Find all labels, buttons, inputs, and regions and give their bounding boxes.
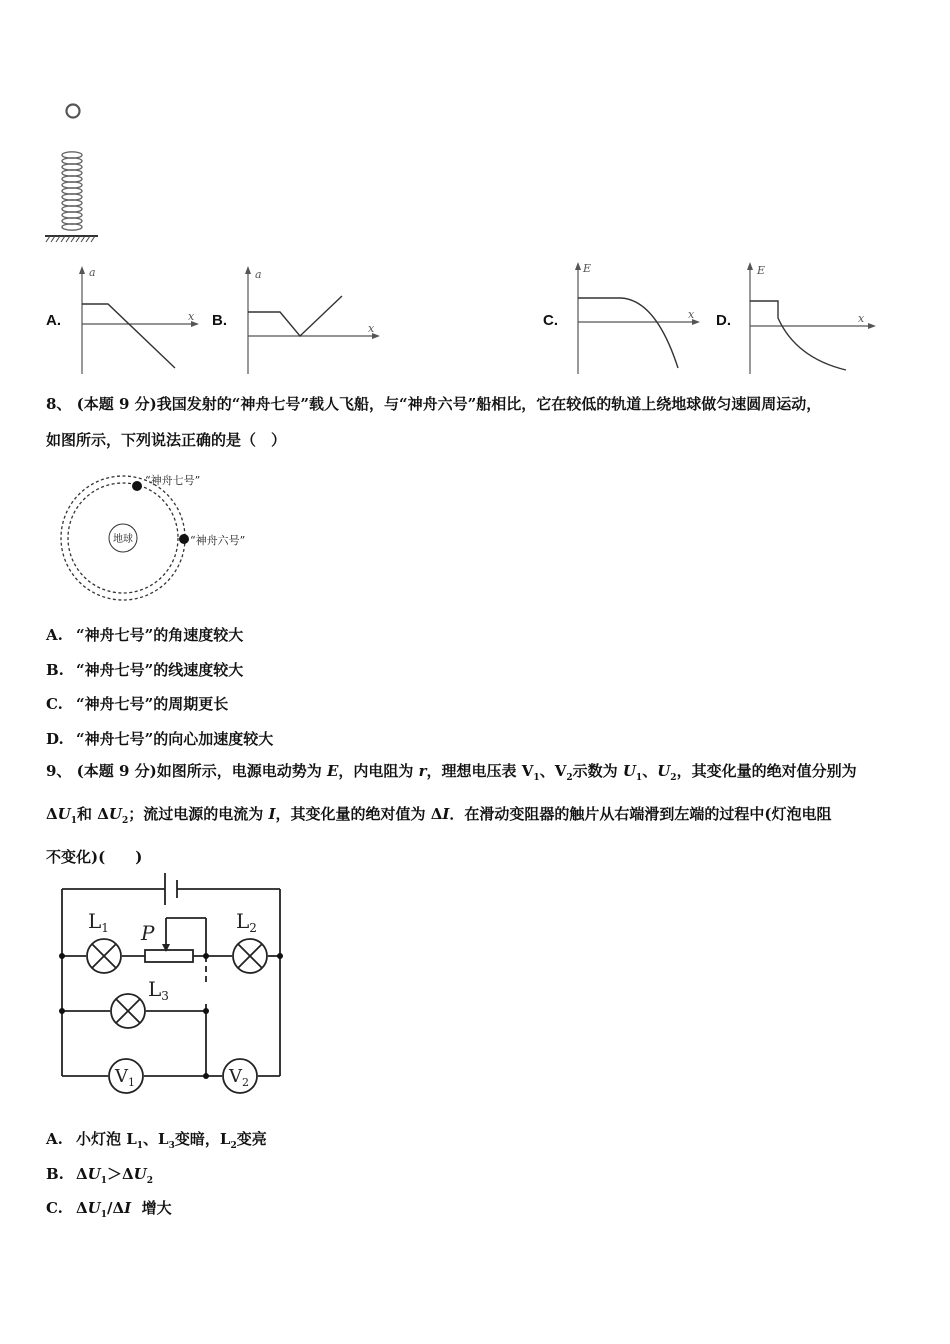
q7-graph-a-curve (82, 304, 175, 368)
label-P: P (141, 921, 155, 945)
label-L1: $L_1$ (88, 909, 109, 935)
q7-option-d-label: D. (716, 312, 731, 329)
q7-option-c-label: C. (543, 312, 558, 329)
q7-graph-b (236, 264, 386, 376)
q7-graph-b-curve (248, 296, 342, 336)
q7-graph-c (566, 258, 706, 376)
q7-graph-b-xlabel: x (368, 322, 375, 335)
q9-option-a[interactable]: A. 小灯泡 $L_1$、$L_3$变暗，$L_2$变亮 (46, 1130, 267, 1151)
label-V2: $V_2$ (229, 1066, 249, 1089)
q7-graph-a (70, 264, 200, 376)
q7-option-b-label: B. (212, 312, 227, 329)
q8-option-b[interactable]: B. “神舟七号”的线速度较大 (46, 661, 244, 679)
q7-graph-c-ylabel: E (583, 262, 592, 275)
label-L2: $L_2$ (236, 909, 257, 935)
ship6-dot (179, 534, 189, 544)
q8-text-line2: 如图所示，下列说法正确的是（ ） (46, 431, 287, 449)
lamp-L2 (233, 939, 267, 973)
q9-line3: 不变化)( ) (46, 848, 143, 866)
q8-text-line1: 8、 (本题 9 分)我国发射的“神舟七号”载人飞船，与“神舟六号”船相比，它在较低的轨道上绕地球做匀速圆周运动， (46, 395, 822, 413)
spring-ball-figure (40, 98, 110, 244)
label-L3: $L_3$ (148, 977, 169, 1003)
q7-graph-d-curve (750, 301, 846, 370)
q9-circuit-figure (48, 866, 288, 1096)
q9-option-c[interactable]: C. $\Delta U_1/\Delta I$ 增大 (46, 1199, 172, 1220)
q7-graph-d-xlabel: x (858, 312, 865, 325)
ship7-label: “神舟七号” (145, 474, 201, 487)
lamp-L1 (87, 939, 121, 973)
q7-graph-d (738, 258, 880, 376)
q7-graph-c-xlabel: x (688, 308, 695, 321)
ball (67, 105, 80, 118)
q8-option-d[interactable]: D. “神舟七号”的向心加速度较大 (46, 730, 274, 748)
q7-graph-d-ylabel: E (757, 264, 766, 277)
q7-option-a-label: A. (46, 312, 61, 329)
q9-line2: $\Delta U_1$和 $\Delta U_2$；流过电源的电流为 I，其变化量的绝对值为 ΔI．在滑动变阻器的触片从右端滑到左端的过程中(灯泡电阻 (46, 805, 832, 826)
spring (62, 152, 82, 230)
q7-graph-a-ylabel: a (89, 266, 96, 279)
q8-option-c[interactable]: C. “神舟七号”的周期更长 (46, 695, 229, 713)
ship7-dot (132, 481, 142, 491)
q9-option-b[interactable]: B. $\Delta U_1>\Delta U_2$ (46, 1165, 153, 1186)
q8-option-a[interactable]: A. “神舟七号”的角速度较大 (46, 626, 244, 644)
label-V1: $V_1$ (115, 1066, 135, 1089)
q7-graph-b-ylabel: a (255, 268, 262, 281)
q9-line1: 9、 (本题 9 分)如图所示，电源电动势为 E，内电阻为 r，理想电压表 $V_1$、$V_2$示数为 $U_1$、$U_2$，其变化量的绝对值分别为 (46, 762, 857, 783)
lamp-L3 (111, 994, 145, 1028)
earth-label: 地球 (113, 534, 133, 545)
ship6-label: “神舟六号” (190, 534, 246, 547)
q9-question (46, 753, 916, 875)
q7-graph-a-xlabel: x (188, 310, 195, 323)
q7-graph-c-curve (578, 298, 678, 368)
q8-question (46, 386, 916, 458)
rheostat (145, 950, 193, 962)
q8-orbit-figure (55, 468, 260, 604)
